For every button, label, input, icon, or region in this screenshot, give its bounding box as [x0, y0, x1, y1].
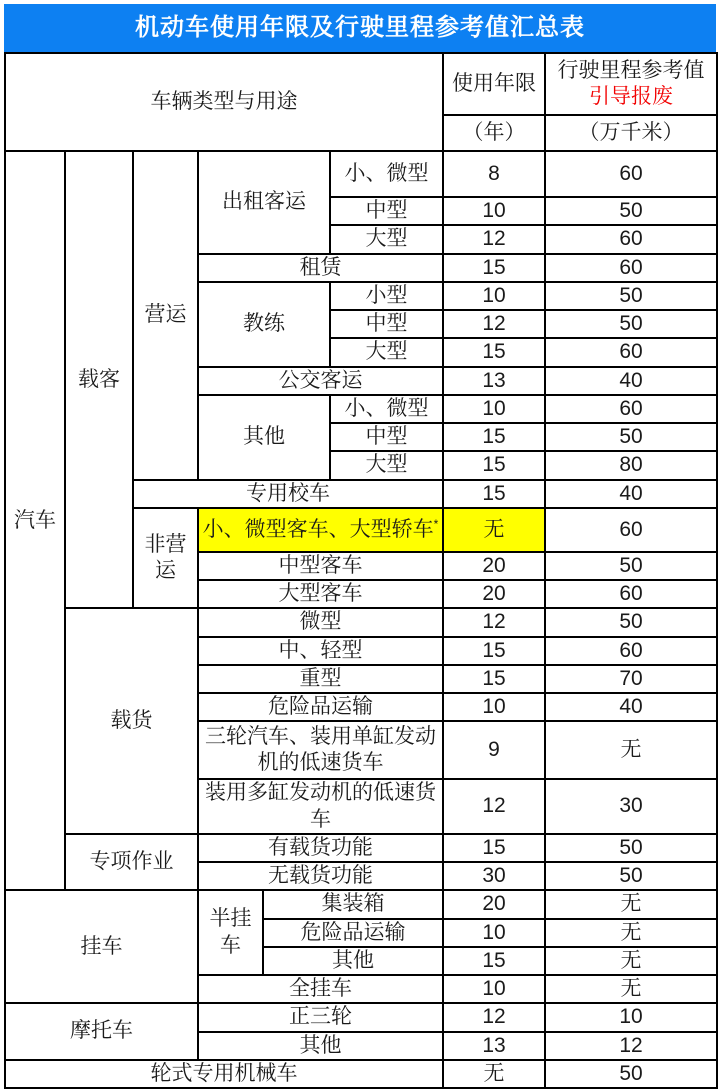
mileage-value-cell: 40 [545, 693, 717, 721]
type-cell: 中型客车 [198, 552, 443, 580]
years-value-cell: 15 [443, 423, 545, 451]
category-cell: 非营运 [133, 508, 198, 609]
type-cell: 全挂车 [198, 975, 443, 1003]
type-cell: 小、微型客车、大型轿车* [198, 508, 443, 552]
vehicle-life-mileage-table [4, 52, 718, 1089]
years-value-cell: 10 [443, 919, 545, 947]
years-value-cell: 15 [443, 947, 545, 975]
years-value-cell: 13 [443, 1032, 545, 1060]
mileage-value-cell: 60 [545, 395, 717, 423]
mileage-value-cell: 60 [545, 580, 717, 608]
guided-scrap-note: 引导报废 [589, 85, 673, 108]
category-cell: 教练 [198, 282, 330, 367]
type-cell: 中、轻型 [198, 637, 443, 665]
type-cell: 重型 [198, 665, 443, 693]
years-value-cell: 15 [443, 338, 545, 366]
mileage-value-cell: 60 [545, 225, 717, 253]
mileage-value-cell: 70 [545, 665, 717, 693]
years-value-cell: 10 [443, 197, 545, 225]
mileage-value-cell: 50 [545, 197, 717, 225]
mileage-value-cell: 80 [545, 451, 717, 479]
years-value-cell: 20 [443, 890, 545, 918]
years-value-cell: 30 [443, 862, 545, 890]
mileage-value-cell: 60 [545, 151, 717, 197]
years-value-cell: 12 [443, 779, 545, 834]
years-value-cell: 12 [443, 1003, 545, 1031]
years-value-cell: 无 [443, 1060, 545, 1088]
type-cell: 小、微型 [330, 395, 443, 423]
years-value-cell: 10 [443, 395, 545, 423]
mileage-value-cell: 50 [545, 552, 717, 580]
mileage-unit: （万千米） [545, 115, 717, 151]
years-value-cell: 8 [443, 151, 545, 197]
type-cell: 大型 [330, 338, 443, 366]
mileage-value-cell: 60 [545, 254, 717, 282]
years-value-cell: 15 [443, 637, 545, 665]
mileage-value-cell: 50 [545, 423, 717, 451]
mileage-value-cell: 60 [545, 508, 717, 552]
mileage-value-cell: 40 [545, 367, 717, 395]
years-value-cell: 无 [443, 508, 545, 552]
service-life-label: 使用年限 [452, 71, 536, 95]
type-cell: 无载货功能 [198, 862, 443, 890]
type-cell: 中型 [330, 423, 443, 451]
years-value-cell: 20 [443, 580, 545, 608]
mileage-value-cell: 60 [545, 338, 717, 366]
type-cell: 轮式专用机械车 [5, 1060, 443, 1088]
mileage-value-cell: 无 [545, 721, 717, 779]
mileage-value-cell: 50 [545, 608, 717, 636]
mileage-header [545, 53, 717, 115]
type-cell: 大型 [330, 451, 443, 479]
mileage-value-cell: 无 [545, 919, 717, 947]
category-cell: 汽车 [5, 151, 65, 890]
mileage-value-cell: 无 [545, 947, 717, 975]
years-value-cell: 10 [443, 693, 545, 721]
type-cell: 小、微型 [330, 151, 443, 197]
vehicle-type-header: 车辆类型与用途 [5, 53, 443, 151]
category-cell: 专项作业 [65, 834, 198, 891]
service-life-header [443, 53, 545, 115]
category-cell: 出租客运 [198, 151, 330, 254]
mileage-ref-label: 行驶里程参考值 [557, 58, 705, 82]
type-cell: 正三轮 [198, 1003, 443, 1031]
type-cell: 三轮汽车、装用单缸发动机的低速货车 [198, 721, 443, 779]
summary-table-page [4, 4, 716, 1089]
type-cell: 大型 [330, 225, 443, 253]
years-value-cell: 15 [443, 834, 545, 862]
type-cell: 危险品运输 [198, 693, 443, 721]
table-body [5, 151, 717, 1088]
type-cell: 其他 [263, 947, 443, 975]
category-cell: 半挂车 [198, 890, 263, 975]
type-cell: 其他 [198, 1032, 443, 1060]
category-cell: 载客 [65, 151, 133, 608]
mileage-value-cell: 50 [545, 282, 717, 310]
type-cell: 大型客车 [198, 580, 443, 608]
type-cell: 租赁 [198, 254, 443, 282]
page-title: 机动车使用年限及行驶里程参考值汇总表 [4, 4, 716, 52]
mileage-value-cell: 无 [545, 975, 717, 1003]
years-value-cell: 20 [443, 552, 545, 580]
mileage-value-cell: 50 [545, 862, 717, 890]
type-cell: 小型 [330, 282, 443, 310]
type-cell: 有载货功能 [198, 834, 443, 862]
years-value-cell: 15 [443, 665, 545, 693]
type-cell: 危险品运输 [263, 919, 443, 947]
years-value-cell: 15 [443, 254, 545, 282]
mileage-value-cell: 50 [545, 310, 717, 338]
years-value-cell: 12 [443, 310, 545, 338]
years-value-cell: 10 [443, 975, 545, 1003]
category-cell: 营运 [133, 151, 198, 480]
mileage-value-cell: 50 [545, 1060, 717, 1088]
type-cell: 装用多缸发动机的低速货车 [198, 779, 443, 834]
type-cell: 微型 [198, 608, 443, 636]
footnote-asterisk: * [433, 516, 439, 531]
category-cell: 挂车 [5, 890, 198, 1003]
type-cell: 中型 [330, 197, 443, 225]
type-cell: 集装箱 [263, 890, 443, 918]
type-cell: 专用校车 [133, 480, 443, 508]
category-cell: 载货 [65, 608, 198, 834]
mileage-value-cell: 40 [545, 480, 717, 508]
years-value-cell: 12 [443, 608, 545, 636]
mileage-value-cell: 30 [545, 779, 717, 834]
category-cell: 摩托车 [5, 1003, 198, 1060]
mileage-value-cell: 无 [545, 890, 717, 918]
category-cell: 其他 [198, 395, 330, 480]
years-value-cell: 13 [443, 367, 545, 395]
years-value-cell: 15 [443, 451, 545, 479]
years-value-cell: 9 [443, 721, 545, 779]
mileage-value-cell: 60 [545, 637, 717, 665]
type-cell: 中型 [330, 310, 443, 338]
years-value-cell: 12 [443, 225, 545, 253]
mileage-value-cell: 10 [545, 1003, 717, 1031]
mileage-value-cell: 12 [545, 1032, 717, 1060]
years-value-cell: 10 [443, 282, 545, 310]
years-value-cell: 15 [443, 480, 545, 508]
mileage-value-cell: 50 [545, 834, 717, 862]
service-life-unit: （年） [443, 115, 545, 151]
type-cell: 公交客运 [198, 367, 443, 395]
